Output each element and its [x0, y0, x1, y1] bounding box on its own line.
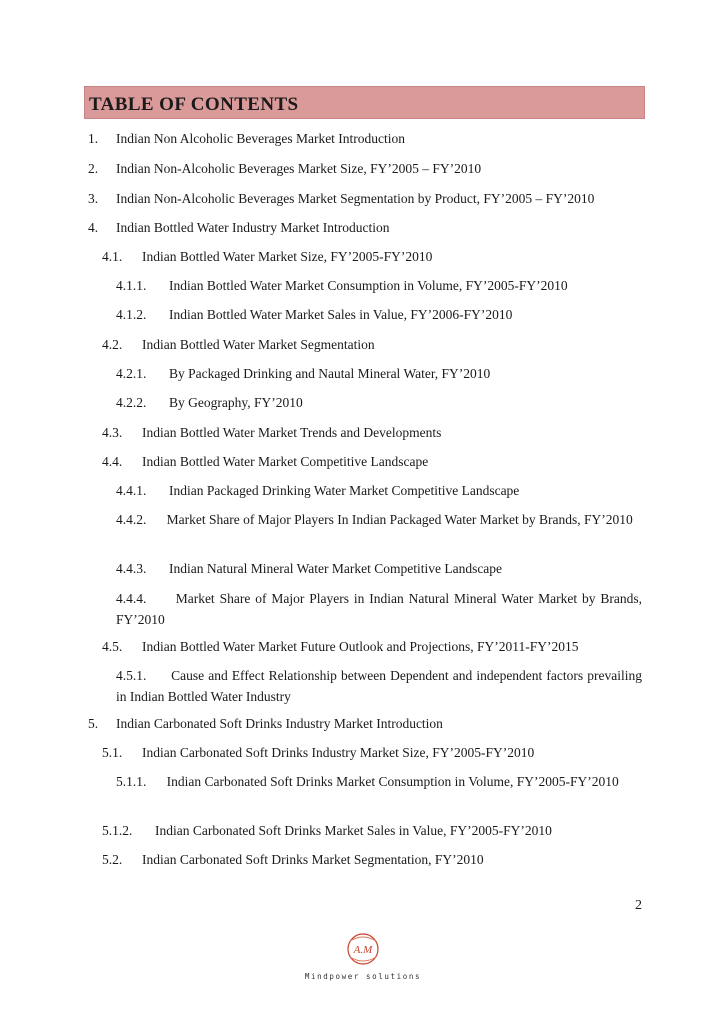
toc-entry-number: 4.4. — [102, 454, 123, 469]
toc-entry-text: Indian Bottled Water Market Segmentation — [142, 337, 375, 352]
toc-entry-text: Indian Packaged Drinking Water Market Competitive Landscape — [169, 483, 520, 498]
toc-entry-number: 4.1. — [102, 249, 123, 264]
toc-entry-number: 4.4.1. — [116, 483, 147, 498]
toc-entry-number: 5. — [88, 716, 99, 731]
mindpower-logo-icon — [338, 932, 388, 966]
toc-entry-number: 4.2.2. — [116, 395, 147, 410]
toc-entry-number: 4.1.2. — [116, 307, 147, 322]
toc-entry-number: 5.1.1. — [116, 774, 147, 789]
toc-entry-text: Indian Non-Alcoholic Beverages Market Size, FY’2005 – FY’2010 — [116, 161, 482, 176]
toc-entry-text: Indian Carbonated Soft Drinks Industry Market Introduction — [116, 716, 443, 731]
toc-entry-text: Market Share of Major Players In Indian Packaged Water Market by Brands, FY’2010 — [166, 512, 633, 527]
toc-entry[interactable] — [116, 509, 642, 530]
toc-entry-number: 4.4.2. — [116, 512, 147, 527]
toc-entry-number: 5.2. — [102, 852, 123, 867]
toc-entry-number: 4. — [88, 220, 99, 235]
toc-entry-text: By Geography, FY’2010 — [169, 395, 303, 410]
toc-entry[interactable] — [116, 771, 642, 792]
brand-name: Mindpower solutions — [304, 972, 422, 981]
toc-entry-text: Indian Bottled Water Market Size, FY’2005-FY’2010 — [142, 249, 433, 264]
toc-entry-text: Indian Carbonated Soft Drinks Market Sales in Value, FY’2005-FY’2010 — [155, 823, 552, 838]
toc-entry-text: Indian Natural Mineral Water Market Competitive Landscape — [169, 561, 503, 576]
logo-text: A.M — [353, 944, 373, 956]
toc-entry-text: Indian Bottled Water Market Competitive Landscape — [142, 454, 429, 469]
toc-entry-text: Cause and Effect Relationship between Dependent and independent factors prevailing in Indian Bottled Water Industry — [116, 668, 643, 704]
toc-entry-number: 4.4.3. — [116, 561, 147, 576]
toc-entry-number: 4.5.1. — [116, 668, 147, 683]
toc-entry-number: 5.1.2. — [102, 823, 133, 838]
toc-entry-text: Market Share of Major Players in Indian Natural Mineral Water Market by Brands, FY’2010 — [116, 591, 642, 627]
toc-entry[interactable] — [116, 588, 642, 630]
toc-entry-text: Indian Bottled Water Market Consumption in Volume, FY’2005-FY’2010 — [169, 278, 568, 293]
toc-entry-number: 4.3. — [102, 425, 123, 440]
toc-entry-number: 4.4.4. — [116, 591, 147, 606]
toc-entry-text: Indian Bottled Water Market Future Outlook and Projections, FY’2011-FY’2015 — [142, 639, 579, 654]
toc-entry-number: 4.1.1. — [116, 278, 147, 293]
toc-title: TABLE OF CONTENTS — [89, 94, 299, 115]
toc-entry-text: Indian Non-Alcoholic Beverages Market Segmentation by Product, FY’2005 – FY’2010 — [116, 191, 595, 206]
toc-entry[interactable] — [116, 665, 642, 707]
toc-entry-number: 4.2. — [102, 337, 123, 352]
toc-entry-number: 5.1. — [102, 745, 123, 760]
toc-entry-text: Indian Carbonated Soft Drinks Industry Market Size, FY’2005-FY’2010 — [142, 745, 535, 760]
page-number: 2 — [635, 898, 642, 913]
toc-header-banner — [84, 86, 645, 119]
toc-entry-text: Indian Non Alcoholic Beverages Market Introduction — [116, 131, 406, 146]
toc-entry-text: Indian Bottled Water Industry Market Introduction — [116, 220, 390, 235]
toc-entry-number: 2. — [88, 161, 99, 176]
toc-entry-number: 1. — [88, 131, 99, 146]
toc-entry-number: 4.5. — [102, 639, 123, 654]
toc-entry-number: 4.2.1. — [116, 366, 147, 381]
toc-entry-text: Indian Bottled Water Market Trends and Developments — [142, 425, 442, 440]
toc-entry-number: 3. — [88, 191, 99, 206]
toc-entry-text: Indian Bottled Water Market Sales in Value, FY’2006-FY’2010 — [169, 307, 513, 322]
toc-entry-text: Indian Carbonated Soft Drinks Market Segmentation, FY’2010 — [142, 852, 484, 867]
toc-entry-text: By Packaged Drinking and Nautal Mineral Water, FY’2010 — [169, 366, 491, 381]
toc-entry-text: Indian Carbonated Soft Drinks Market Consumption in Volume, FY’2005-FY’2010 — [166, 774, 619, 789]
